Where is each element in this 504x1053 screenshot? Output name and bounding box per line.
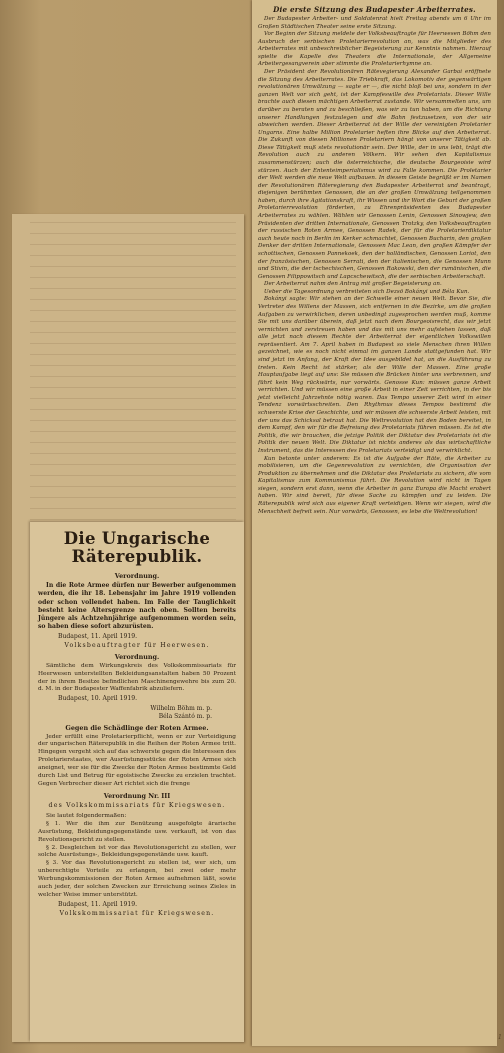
article-paragraph: Kun betonte unter anderem: Es ist die Aufgabe der Räte, die Arbeiter zu mobilisieren, um die Gegenrevolution zu vernichten, die Organisation der Produktion zu übernehmen und die Diktatur des Proletariats zu sichern, die vom Kapitalismus zum Kommunismus führt. Die Revolution wird nicht in Tagen siegen, sondern erst dann, wenn die Arbeiter in ganz Europa die Macht erobert haben. Wir sind bereit, für diese Sache zu kämpfen und zu leiden. Die Räterepublik wird sich aus eigener Kraft verteidigen. Wenn wir siegen, wird die Menschheit befreit sein. Nur vorwärts, Genossen, es lebe die Weltrevolution! <box>258 455 491 515</box>
decree-text: § 1. Wer die ihm zur Benützung ausgefolgte ärarische Ausrüstung, Bekleidungsgegenstände usw. verkauft, ist von das Revolutionsgericht zu stellen. <box>38 820 236 843</box>
decree-date: Budapest, 11. April 1919. <box>58 900 138 908</box>
article-title: Die erste Sitzung des Budapester Arbeiterrates. <box>273 5 476 14</box>
decree-heading: Verordnung. <box>114 572 160 580</box>
decree-signer: Béla Szántó m. p. <box>158 712 212 720</box>
decree-text: Sämtliche dem Wirkungskreis des Volkskommissariats für Heerwesen unterstellten Bekleidungsanstalten haben 50 Prozent der in ihrem Besitze befindlichen Maschinengewehre bis zum 20. d. M. in der Budapester Waffenfabrik abzuliefern. <box>38 662 236 693</box>
article-paragraph: Der Budapester Arbeiter- und Soldatenrat hielt Freitag abends um 6 Uhr im Großen Städtischen Theater seine erste Sitzung. <box>258 16 491 30</box>
article-paragraph: Ueber die Tagesordnung verbreiteten sich Dezsö Bokányi und Béla Kun. <box>264 288 470 295</box>
decree-text: Sie lautet folgendermaßen: <box>46 812 127 819</box>
decree-heading: Verordnung Nr. III <box>103 791 171 800</box>
decree-heading: Gegen die Schädlinge der Roten Armee. <box>65 723 209 732</box>
decree-body <box>38 582 236 632</box>
decree-body <box>38 734 236 789</box>
article-paragraph: Der Arbeiterrat nahm den Antrag mit großer Begeisterung an. <box>264 281 442 288</box>
decree-date: Budapest, 10. April 1919. <box>58 695 138 703</box>
decree-text: Jeder erfüllt eine Proletarierpflicht, wenn er zur Verteidigung der ungarischen Räterepublik in die Reihen der Roten Armee tritt. Hingegen vergeht sich auf das schwerste gegen die Interessen des Proletarierstaates, wer Ausrüstungsstücke der Roten Armee sich aneignet, wer sie für die Zwecke der Roten Armee bestimmte Geld durch List und Betrug für egoistische Zwecke zu erzielen trachtet. Gegen Verbrecher dieser Art richtet sich die frenge <box>38 733 236 787</box>
decree-subheading: des Volkskommissariats für Kriegswesen. <box>48 801 226 809</box>
decree-text: In die Rote Armee dürfen nur Bewerber aufgenommen werden, die ihr 18. Lebensjahr im Jahre 1919 vollenden oder schon vollendet haben. Im Falle der Tauglichkeit besteht keine Altersgrenze nach oben. Sollten bereits Jüngere als Achtzehnjährige aufgenommen worden sein, so haben diese sofort abzurüsten. <box>38 582 236 631</box>
raeterepublik-clipping <box>30 522 244 1042</box>
decree-text: § 3. Vor das Revolutionsgericht zu stellen ist, wer sich, um unberechtigte Vorteile zu erlangen, bei zwei oder mehr Werbungskommissionen der Roten Armee aufnehmen läßt, sowie auch jeder, der solchen Zwecken zur Erreichung seines Zieles in welcher Weise immer unterstützt. <box>38 860 236 898</box>
clipping-title: Die Ungarische Räterepublik. <box>63 529 211 566</box>
decree-heading: Verordnung. <box>114 652 160 661</box>
decree-text: § 2. Desgleichen ist vor das Revolutionsgericht zu stellen, wer solche Ausrüstungs-, Bekleidungsgegenstände usw. kauft. <box>38 844 236 859</box>
right-clipping <box>252 0 497 1046</box>
decree-signature: Volkskommissariat für Kriegswesen. <box>59 910 215 918</box>
article-paragraph: Vor Beginn der Sitzung meldete der Volksbeauftragte für Heerwesen Böhm den Ausbruch der serbischen Proletarierrevolution an, was die Mitglieder des Arbeiterrates mit unbeschreiblicher Begeisterung zur Kenntnis nahmen. Hierauf spielte die Kapelle des Theaters die Internationale, der Allgemeine Arbeitergesangverein aber stimmte die Proletarierhymne an. <box>258 31 491 68</box>
decree-paragraphs <box>38 813 236 900</box>
decree-signature: Volksbeauftragter für Heerwesen. <box>64 641 210 649</box>
article-paragraph: Bokányi sagte: Wir stehen an der Schwelle einer neuen Welt. Bevor Sie, die Vertreter des Willens der Massen, sich entfernen in die Bezirke, um die großen Aufgaben zu verwirklichen, deren unbedingt zugesprochen werden muß, komme Sie mit uns darüber überein, daß jetzt nach dem Bourgeoisrecht, das wir jetzt vernichten und zerstreuen haben und das mit uns mehr aufstehen lassen, daß alle jetzt nach diesem Rechte der Arbeiterrat der eigentlichen Volkswillen repräsentiert. Am 7. April haben in Budapest so viele Menschen ihren Willen gezeichnet, wie es noch nicht einmal im ganzen Lande stattgefunden hat. Wir sind jetzt im Anfang, der Kraft der Idee ausgebildet hat, an die Ausführung zu treten. Kein Recht ist stärker, als der Wille der Massen. Eine große Hauptaufgabe liegt auf uns: Sie müssen die Brücken hinter uns verbrennen, und führt kein Weg rückwärts, nur vorwärts. Genosse Kun: müssen ganze Arbeit verrichten. Und wir müssen eine große Arbeit in einer Zeit verrichten, in der bis jetzt vielleicht Jahrzehnte nötig waren. Das Tempo unserer Zeit wird in einer Tendenz vorwärtsschreiten. Den Rhythmus dieses Tempos bestimmt die schwerste Krise der Geschichte, und wir müssen die schwerste Arbeit leisten, mit der uns das Schicksal betraut hat. Die Weltrevolution hat den Boden bereitet, in dem Kampf, den wir für die Befreiung des Proletariats führen müssen. Es ist die Politik, die wir brauchen, die jetzige Politik der Diktatur des Proletariats ist die Politik der neuen Welt. Die Diktatur ist nichts anderes als das wirtschaftliche Instrument, das die Interessen des Proletariats verteidigt und verwirklicht. <box>258 296 491 454</box>
article-paragraph: Der Präsident der Revolutionären Rätevegierung Alexander Garbai eröffnete die Sitzung des Arbeiterrates. Die Triebkraft, das Lokomotiv der gegenwärtigen revolutionären Umwälzung — sagte er —, die nicht bloß bei uns, sondern in der ganzen Welt vor sich geht, ist der Kampfeswille des Proletariats. Dieser Wille brachte auch diesen mächtigen Arbeiterrat zustande. Wir versammelten uns, um darüber zu beraten und zu beschließen, was wir zu tun haben, um die Richtung unserer Handlungen festzulegen und die Bahn festzusetzen, von der wir abweichen werden. Dieser Arbeiterrat ist der Wille der vereinigten Proletarier Ungarns. Eine halbe Million Proletarier heften ihre Blicke auf den Arbeiterrat. Die Zukunft von diesen Millionen Proletariern hängt von unserer Tätigkeit ab. Diese Tätigkeit muß stets revolutionär sein. Der Wille, der in uns lebt, trägt die Revolution auch zu anderen Völkern. Wir sehen den Kapitalismus zusammenstürzen; auch die österreichische, die deutsche Bourgeoisie wird stürzen. Auch der Ententeimperialismus wird zu Falle kommen. Die Proletarier der Welt werden die neue Welt aufbauen. In diesem Geiste begrüßt er im Namen der Revolutionären Räteregierung den Budapester Arbeiterrat und beantragt, diejenigen berühmten Genossen, die an der großen Umwälzung teilgenommen haben, durch ihre Agitationskraft, ihr Wissen und ihr Wort die Geburt der großen Proletarierrevolution förderten, zu Ehrenpräsidenten des Budapester Arbeiterrates zu wählen. Wählen wir Genossen Lenin, Genossen Sinowjew, den Präsidenten der dritten Internationale, Genossen Trotzky, den Volksbeauftragten der russischen Roten Armee, Genossen Radek, der für die Proletarierdiktatur auch heute noch in Berlin im Kerker schmachtet, Genossen Bucharin, den großen Denker der dritten Internationale, Genossen Mac Lean, den großen Kämpfer der schottischen, Genossen Pannekoek, den der holländischen, Genossen Loriot, den der französischen, Genossen Serrati, den der italienischen, die Genossen Munn und Stivin, die der tschechischen, Genossen Rakowski, den der rumänischen, die Genossen Filippowitsch und Lapcschewitsch, die der serbischen Arbeiterschaft. <box>258 69 491 280</box>
decree-signer: Wilhelm Böhm m. p. <box>150 704 212 712</box>
edge-mark: 1 <box>498 1034 502 1041</box>
decree-date: Budapest, 11. April 1919. <box>58 632 138 640</box>
decree-body <box>38 663 236 695</box>
article-body <box>258 16 491 516</box>
